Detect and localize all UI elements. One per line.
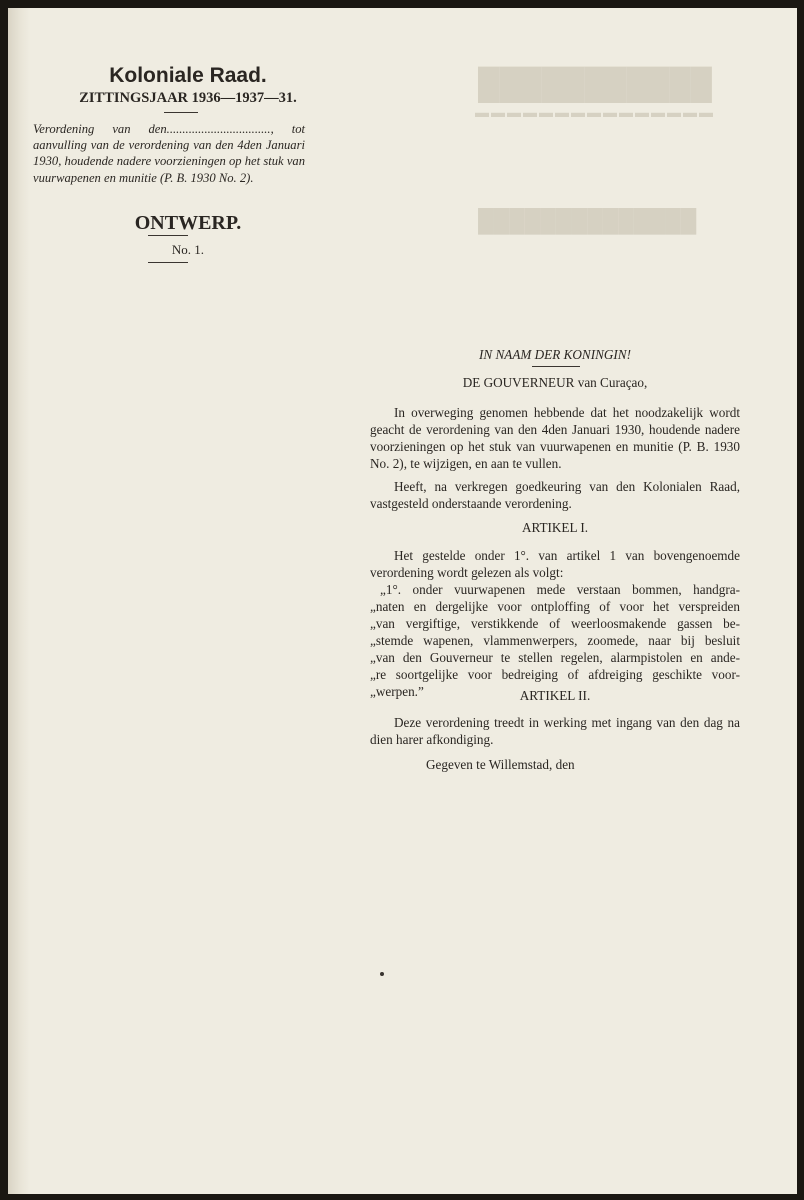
ordinance-description: Verordening van den................................., tot aanvulling van de verordening van den 4den Januari 1930, houdende nadere voorzieningen op het stuk van vuurwapenen en munitie (P. B. 1930 No. 2). xyxy=(33,122,305,185)
title-divider xyxy=(164,112,198,113)
approval-text: Heeft, na verkregen goedkeuring van den Kolonialen Raad, vastgesteld onderstaande verordening. xyxy=(370,479,740,511)
considering-paragraph xyxy=(370,404,740,472)
considering-text: In overweging genomen hebbende dat het noodzakelijk wordt geacht de verordening van den 4den Januari 1930, houdende nadere voorzieningen op het stuk van vuurwapenen en munitie (P. B. 1930 No. 2), te wijzigen, en aan te vullen. xyxy=(370,405,740,471)
article-1-quote xyxy=(370,581,740,700)
document-number: No. 1. xyxy=(171,242,205,257)
article-2-text: Deze verordening treedt in werking met ingang van den dag na dien harer afkondiging. xyxy=(370,715,740,747)
quote-line: „re soortgelijke voor bedreiging of afdreiging geschikte voor- xyxy=(370,667,740,682)
article-2-heading: ARTIKEL II. xyxy=(519,688,591,703)
session-year: ZITTINGSJAAR 1936—1937—31. xyxy=(79,90,297,106)
article-1-text: Het gestelde onder 1°. van artikel 1 van bovengenoemde verordening wordt gelezen als volgt: xyxy=(370,548,740,580)
closing-line: Gegeven te Willemstad, den xyxy=(426,757,575,772)
draft-divider xyxy=(148,235,188,236)
article-1-paragraph xyxy=(370,547,740,581)
council-title: Koloniale Raad. xyxy=(109,64,267,87)
ink-dot xyxy=(380,972,384,976)
invocation: IN NAAM DER KONINGIN! xyxy=(478,347,631,362)
quote-line: „1°. onder vuurwapenen mede verstaan bommen, handgra- xyxy=(380,582,740,597)
draft-label: ONTWERP. xyxy=(134,212,242,234)
article-1-heading: ARTIKEL I. xyxy=(521,520,589,535)
article-2-paragraph xyxy=(370,714,740,748)
quote-line: „werpen.” xyxy=(370,684,424,699)
authority: DE GOUVERNEUR van Curaçao, xyxy=(462,375,648,390)
quote-line: „naten en dergelijke voor ontploffing of voor het verspreiden xyxy=(370,599,740,614)
document-page: ███████████ ▬▬▬▬▬▬▬▬▬▬▬▬▬▬▬ ██████████████ Koloniale Raad. ZITTINGSJAAR 1936—1937—31. Verordening van den................................., tot aanvulling van de verordening van den 4den Januari 1930, houdende nadere voorzieningen op het stuk van vuurwapenen en munitie (P. B. 1930 No. 2). ONTWERP. No. 1. IN NAAM DER KONINGIN! DE GOUVERNEUR van Curaçao, In overweging genomen hebbende dat het noodzakelijk wordt geacht de verordening van den 4den Januari 1930, houdende nadere voorzieningen op het stuk van vuurwapenen en munitie (P. B. 1930 No. 2), te wijzigen, en aan te vullen. Heeft, na verkregen goedkeuring van den Kolonialen Raad, vastgesteld onderstaande verordening. ARTIKEL I. Het gestelde onder 1°. van artikel 1 van bovengenoemde verordening wordt gelezen als volgt: „1°. onder vuurwapenen mede verstaan bommen, handgra- „naten en dergelijke voor ontploffing of voor het verspreiden „van vergiftige, verstikkende of weerloosmakende gassen be- „stemde wapenen, vlammenwerpers, zoomede, naar bij besluit „van den Gouverneur te stellen regelen, alarmpistolen en ande- „re soortgelijke voor bedreiging of afdreiging geschikte voor- „werpen.” ARTIKEL II. Deze verordening treedt in werking met ingang van den dag na dien harer afkondiging. Gegeven te Willemstad, den xyxy=(8,8,797,1194)
quote-line: „van vergiftige, verstikkende of weerloosmakende gassen be- xyxy=(370,616,740,631)
binding-edge xyxy=(8,8,30,1194)
invocation-divider xyxy=(532,366,580,367)
quote-line: „van den Gouverneur te stellen regelen, alarmpistolen en ande- xyxy=(370,650,740,665)
quote-line: „stemde wapenen, vlammenwerpers, zoomede, naar bij besluit xyxy=(370,633,740,648)
approval-paragraph xyxy=(370,478,740,512)
number-divider xyxy=(148,262,188,263)
